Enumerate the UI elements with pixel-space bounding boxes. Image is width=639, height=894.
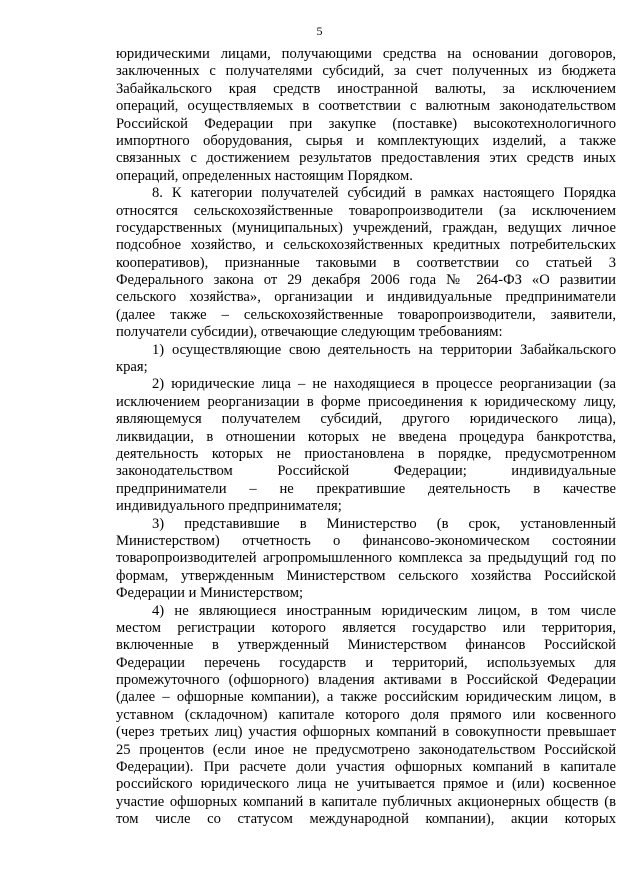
text-line: уставном (складочном) капитале которого доля прямого или косвенного [116, 706, 616, 723]
text-line: 2) юридические лица – не находящиеся в процессе реорганизации (за [152, 376, 616, 393]
text-line: являющемуся получателем субсидий, другого юридического лица), [116, 411, 616, 428]
page-number: 5 [316, 24, 323, 38]
text-line: 8. К категории получателей субсидий в рамках настоящего Порядка [152, 185, 616, 202]
text-line: операций, осуществляемых в соответствии с валютным законодательством [116, 98, 616, 115]
text-line: операций, определенных настоящим Порядком. [116, 167, 413, 184]
text-line: Федерации и Министерством; [116, 585, 304, 602]
text-line: предприниматели – не прекратившие деятельность в качестве [116, 480, 616, 497]
text-line: Федерации перечень государств и территорий, используемых для [116, 654, 616, 671]
text-line: (далее – офшорные компании), а также российским юридическим лицом, в [116, 689, 616, 706]
text-line: исключением реорганизации в форме присоединения к юридическому лицу, [116, 393, 616, 410]
text-line: 3) представившие в Министерство (в срок, установленный [152, 515, 616, 532]
text-line: связанных с достижением результатов предоставления этих средств иных [116, 150, 616, 167]
text-line: получатели субсидии), отвечающие следующим требованиям: [116, 324, 503, 341]
text-line: края; [116, 359, 148, 376]
text-line: (далее также – сельскохозяйственные товаропроизводители, заявители, [116, 306, 616, 323]
text-line: импортного оборудования, сырья и комплектующих изделий, а также [116, 132, 616, 149]
text-line: 25 процентов (если иное не предусмотрено законодательством Российской [116, 741, 616, 758]
text-line: подсобное хозяйство, и сельскохозяйственных кредитных потребительских [116, 237, 616, 254]
text-line: Российской Федерации при закупке (поставке) высокотехнологичного [116, 115, 616, 132]
text-line: Забайкальского края средств иностранной валюты, за исключением [116, 80, 616, 97]
text-line: Федерации). При расчете доли участия офшорных компаний в капитале [116, 759, 616, 776]
text-line: (через третьих лиц) участия офшорных компаний в совокупности превышает [116, 724, 616, 741]
text-line: относятся сельскохозяйственные товаропроизводители (за исключением [116, 202, 616, 219]
text-line: включенные в утвержденный Министерством финансов Российской [116, 637, 616, 654]
text-line: местом регистрации которого является государство или территория, [116, 619, 616, 636]
text-line: формам, утвержденным Министерством сельского хозяйства Российской [116, 567, 616, 584]
text-line: российского юридического лица не учитывается прямое и (или) косвенное [116, 776, 616, 793]
text-line: том числе со статусом международной компании), акции которых [116, 811, 616, 828]
text-line: Федерального закона от 29 декабря 2006 года № 264-ФЗ «О развитии [116, 272, 616, 289]
text-line: заключенных с получателями субсидий, за счет полученных из бюджета [116, 63, 616, 80]
text-line: юридическими лицами, получающими средства на основании договоров, [116, 46, 616, 62]
text-line: товаропроизводителей агропромышленного комплекса за предыдущий год по [116, 550, 616, 567]
text-line: ликвидации, в отношении которых не введена процедура банкротства, [116, 428, 616, 445]
text-line: участие офшорных компаний в капитале публичных акционерных обществ (в [116, 793, 616, 810]
document-body [116, 46, 616, 829]
text-line: индивидуального предпринимателя; [116, 498, 342, 515]
text-line: законодательством Российской Федерации; индивидуальные [116, 463, 616, 480]
text-line: 1) осуществляющие свою деятельность на территории Забайкальского [152, 341, 616, 358]
text-line: сельского хозяйства», организации и индивидуальные предприниматели [116, 289, 616, 306]
text-line: кооперативов), признанные таковыми в соответствии со статьей 3 [116, 254, 616, 271]
text-line: промежуточного (офшорного) владения активами в Российской Федерации [116, 672, 616, 689]
text-line: деятельность которых не приостановлена в порядке, предусмотренном [116, 445, 616, 462]
text-line: 4) не являющиеся иностранным юридическим лицом, в том числе [152, 602, 616, 619]
text-line: Министерством) отчетность о финансово-экономическом состоянии [116, 532, 616, 549]
text-line: государственных (муниципальных) учреждений, граждан, ведущих личное [116, 219, 616, 236]
